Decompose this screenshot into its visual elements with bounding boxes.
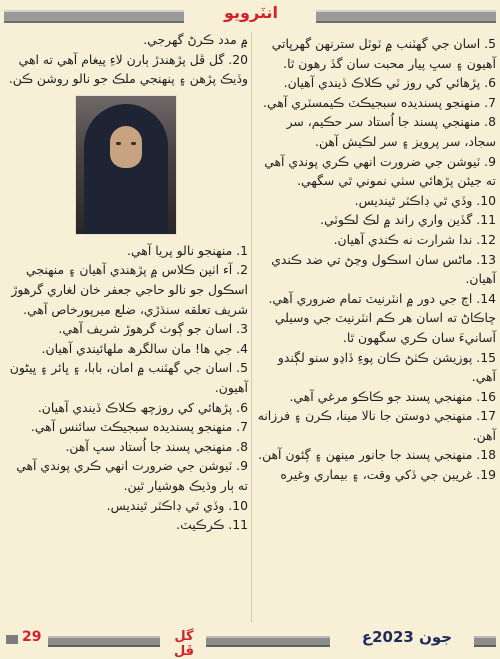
qa-item: 2. آء اٺين ڪلاس ۾ پڙھندي آھيان ۽ منھنجي اسڪول جو نالو حاجي جعفر خان لغاري گرھوڙ شريف تعلقه سنڌڙي، ضلع ميرپورخاص آھي. bbox=[11, 262, 248, 317]
photo-headscarf bbox=[84, 104, 168, 235]
photo-eye bbox=[116, 142, 121, 145]
qa-item: 7. منھنجو پسنديده سبجيڪٽ ڪيمسٽري آھي. bbox=[263, 94, 496, 110]
qa-item: 12. ندا شرارت نه ڪندي آھيان. bbox=[333, 231, 496, 247]
qa-item: 1. منھنجو نالو پريا آھي. bbox=[127, 242, 248, 258]
qa-item: 11. ڪرڪيٽ. bbox=[176, 517, 248, 533]
qa-item: 9. ٽيوشن جي ضرورت انھي ڪري پوندي آھي ته جيئن پڙھائي سٺي نموني ٿي سگھي. bbox=[264, 153, 496, 189]
footer-rule bbox=[206, 636, 330, 647]
left-column bbox=[4, 30, 248, 535]
footer-marker bbox=[6, 635, 18, 644]
page-header bbox=[0, 0, 500, 26]
qa-item: 16. منھنجي پسند جو ڪاڪو مرغي آھي. bbox=[289, 388, 496, 404]
photo-face bbox=[110, 126, 142, 168]
qa-item: 6. پڙھائي کي روزچھ ڪلاڪ ڏيندي آھيان. bbox=[37, 399, 248, 415]
qa-item: 7. منھنجو پسنديده سبجيڪٽ سائنس آھي. bbox=[30, 419, 248, 435]
qa-item: 5. اسان جي گھٽنب ۾ امان، بابا، ۽ ڀائر ۽ ڀيڻون آھيون. bbox=[9, 360, 248, 395]
qa-item: 13. ماڻس سان اسڪول وڃڻ تي ضد ڪندي آھيان. bbox=[271, 251, 496, 287]
qa-item: 8. منھنجي پسند جا اُستاد سڀ آھن. bbox=[65, 438, 248, 454]
qa-item: 5. اسان جي گھٽنب ۾ ٽوٽل سترنھن گھرڀاتي آھيون ۽ سڀ پيار محبت سان گڏ رھون ٿا. bbox=[271, 36, 496, 71]
qa-item: 14. اڄ جي دور ۾ انٽرنيٽ تمام ضروري آھي. چاڪاڻ ته اسان هر ڪم انٽرنيٽ جي وسيلي آسانيءَ سان ڪري سگھون ٿا. bbox=[268, 290, 496, 345]
qa-item: 10. وڏي ٿي ڊاڪٽر ٿينديس. bbox=[106, 497, 248, 513]
header-rule-left bbox=[4, 10, 184, 23]
qa-item: 10. وڏي ٿي ڊاڪٽر ٿينديس. bbox=[354, 192, 496, 208]
page-footer bbox=[0, 626, 500, 659]
qa-item: 18. منھنجي پسند جا جانور مينھن ۽ ڳئون آھن. bbox=[258, 447, 496, 463]
qa-item: 8. منھنجي پسند جا اُستاد سر حڪيم، سر سجاد، سر پرويز ۽ سر لڪيش آھن. bbox=[286, 114, 496, 149]
qa-item: 19. غريبن جي ڏکي وقت، ۽ بيماري وغيره bbox=[280, 467, 496, 483]
qa-item: 3. اسان جو ڳوٺ گرھوڙ شريف آھي. bbox=[58, 321, 248, 337]
issue-date: جون 2023ع bbox=[361, 628, 453, 646]
qa-item: 20. گل ڦل پڙھندڙ ٻارن لاءِ پيغام آھي ته اھي وڏيڪ پڙھن ۽ پنھنجي ملڪ جو نالو روشن ڪن. bbox=[8, 51, 248, 87]
qa-item: 4. جي ها! مان سالگرھ ملھائيندي آھيان. bbox=[41, 340, 248, 356]
photo-eye bbox=[131, 142, 136, 145]
qa-item: ۾ مدد ڪرڻ گھرجي. bbox=[143, 32, 248, 47]
section-title: انٽرويو bbox=[224, 3, 278, 22]
qa-item: 17. منھنجي دوستن جا نالا مينا، ڪرن ۽ فرزانه آھن. bbox=[257, 408, 496, 443]
footer-rule bbox=[474, 636, 496, 647]
footer-rule bbox=[48, 636, 160, 647]
page-number: 29 bbox=[22, 629, 42, 645]
header-rule-right bbox=[316, 10, 496, 23]
column-divider bbox=[251, 32, 252, 622]
qa-item: 6. پڙھائي کي روز ٽي ڪلاڪ ڏيندي آھيان. bbox=[283, 75, 496, 91]
qa-item: 11. گڏين واري راند ۾ لڪ لڪوٽي. bbox=[320, 212, 496, 228]
right-column bbox=[256, 34, 496, 485]
interviewee-photo bbox=[75, 95, 177, 235]
magazine-name: گل ڦل bbox=[173, 629, 195, 659]
qa-item: 15. پوزيشن ڪٺڻ ڪان پوءِ ڏاڍو سنو لڳندو آھي. bbox=[277, 349, 496, 385]
qa-item: 9. ٽيوشن جي ضرورت انھي ڪري پوندي آھي ته ٻار وڌيڪ ھوشيار ٿين. bbox=[16, 458, 248, 493]
